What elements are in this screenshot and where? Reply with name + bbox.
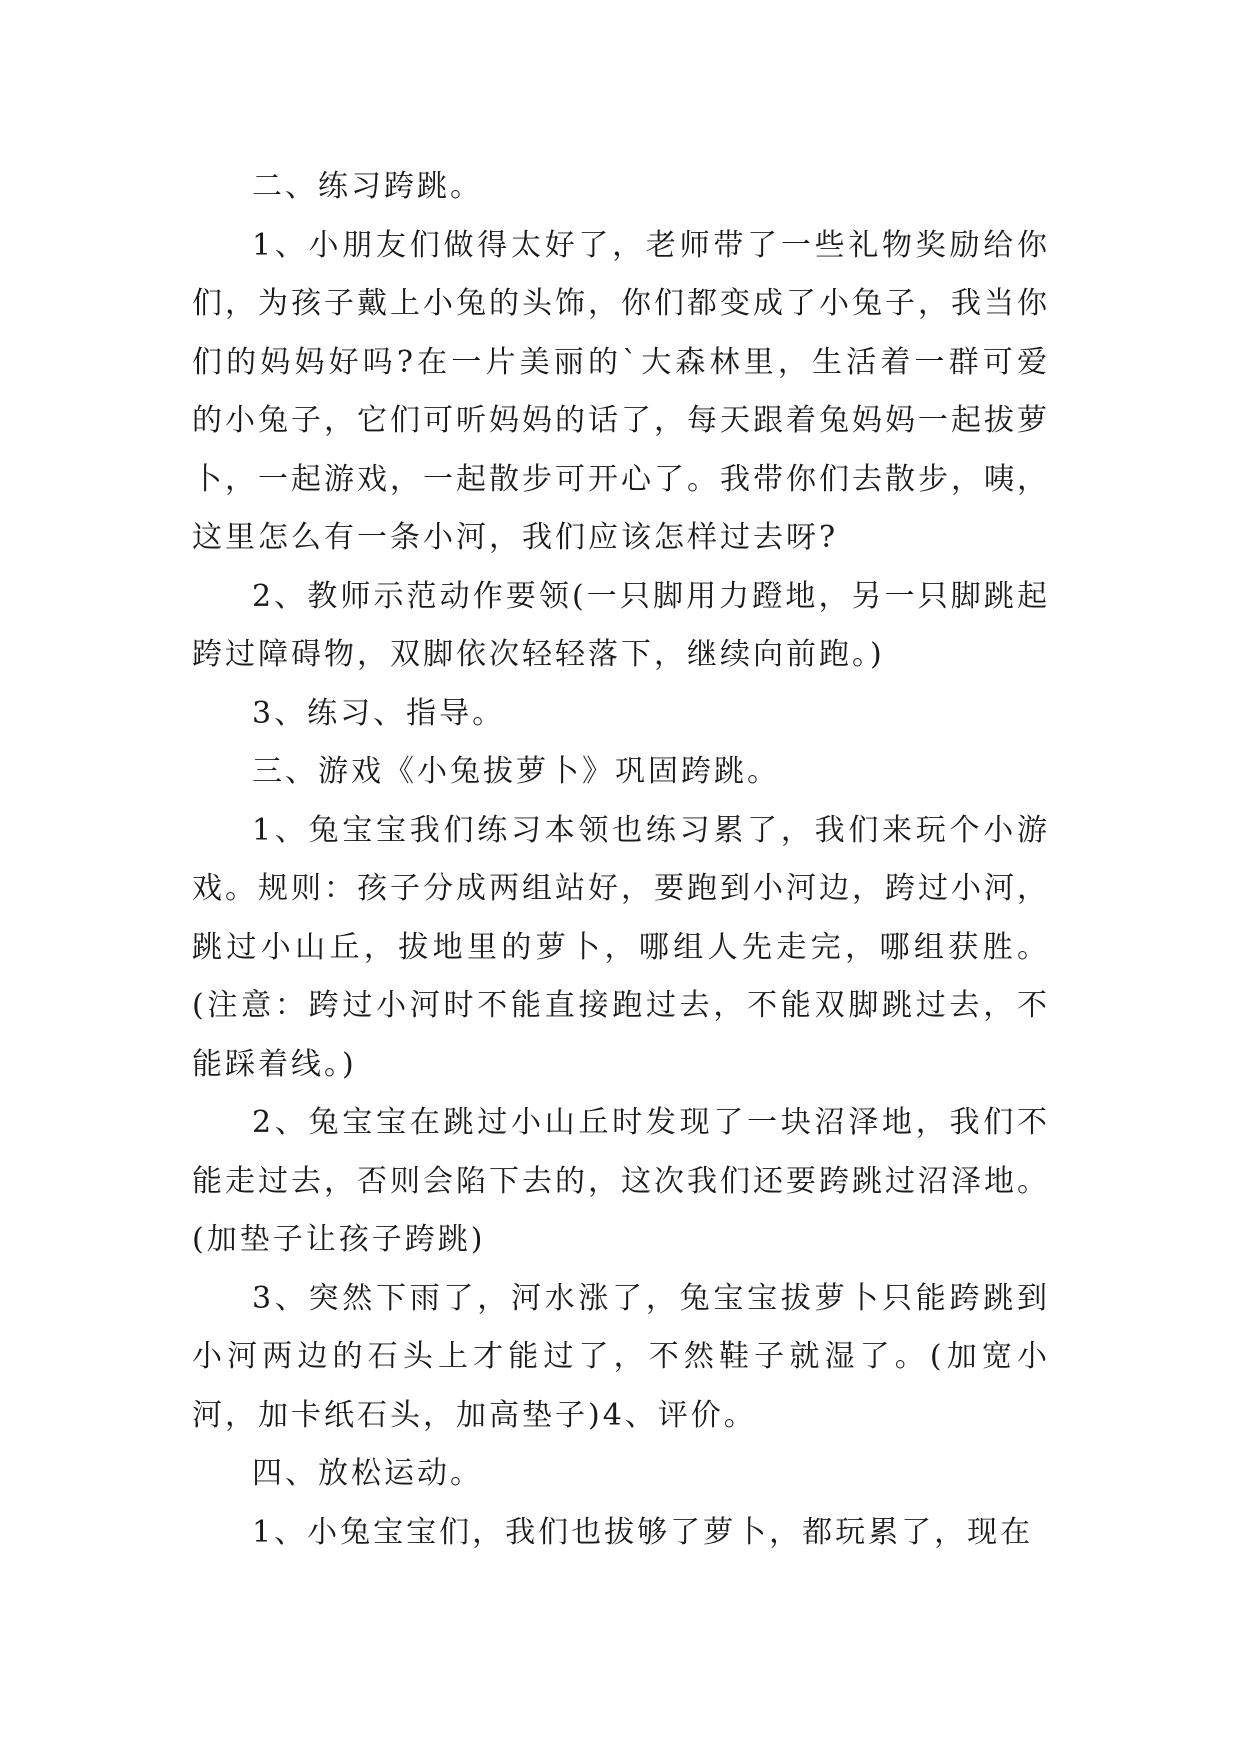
paragraph-relax-intro: 1、小兔宝宝们，我们也拔够了萝卜，都玩累了，现在 xyxy=(252,1514,1034,1550)
paragraph-story-intro: 1、小朋友们做得太好了，老师带了一些礼物奖励给你们，为孩子戴上小兔的头饰，你们都变成了小兔子，我当你们的妈妈好吗?在一片美丽的`大森林里，生活着一群可爱的小兔子，它们可听妈妈的话了，每天跟着兔妈妈一起拔萝卜，一起游戏，一起散步可开心了。我带你们去散步，咦，这里怎么有一条小河，我们应该怎样过去呀? xyxy=(192,227,1050,555)
paragraph-swamp: 2、兔宝宝在跳过小山丘时发现了一块沼泽地，我们不能走过去，否则会陷下去的，这次我们还要跨跳过沼泽地。(加垫子让孩子跨跳) xyxy=(192,1105,1050,1257)
paragraph-practice-guide: 3、练习、指导。 xyxy=(252,695,506,731)
document-page xyxy=(192,158,1050,1562)
paragraph-rain: 3、突然下雨了，河水涨了，兔宝宝拔萝卜只能跨跳到小河两边的石头上才能过了，不然鞋子就湿了。(加宽小河，加卡纸石头，加高垫子)4、评价。 xyxy=(192,1280,1050,1433)
section-heading-practice: 二、练习跨跳。 xyxy=(252,169,483,204)
paragraph-teacher-demo: 2、教师示范动作要领(一只脚用力蹬地，另一只脚跳起跨过障碍物，双脚依次轻轻落下，继续向前跑。) xyxy=(192,578,1050,672)
section-heading-relax: 四、放松运动。 xyxy=(252,1456,483,1491)
section-heading-game: 三、游戏《小兔拔萝卜》巩固跨跳。 xyxy=(252,754,780,789)
paragraph-game-rules: 1、兔宝宝我们练习本领也练习累了，我们来玩个小游戏。规则：孩子分成两组站好，要跑到小河边，跨过小河，跳过小山丘，拔地里的萝卜，哪组人先走完，哪组获胜。(注意：跨过小河时不能直接跑过去，不能双脚跳过去，不能踩着线。) xyxy=(192,812,1050,1082)
